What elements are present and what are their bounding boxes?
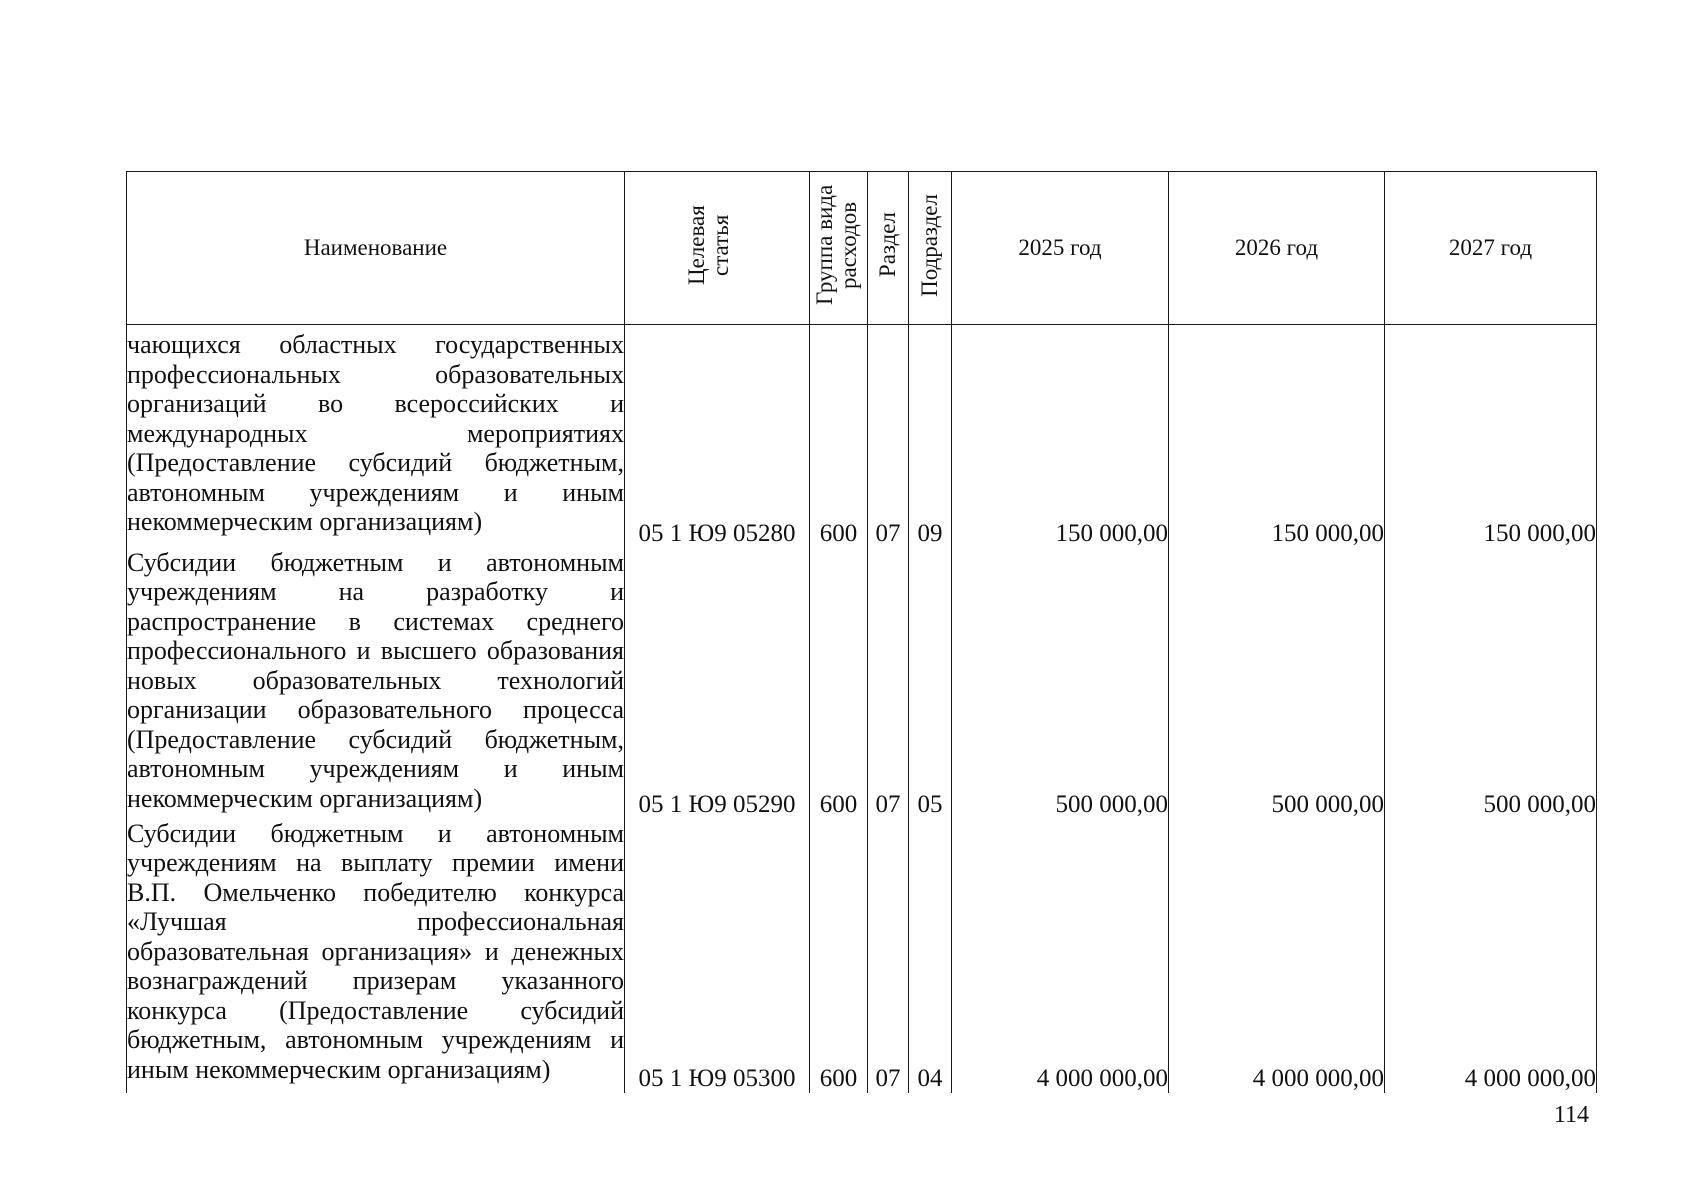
row-section: 07 — [868, 325, 909, 548]
row-amount-2027: 150 000,00 — [1385, 325, 1597, 548]
row-section: 07 — [868, 819, 909, 1093]
table-row — [127, 819, 1597, 1093]
header-section: Раздел — [868, 172, 909, 325]
header-target-item: Целевая статья — [625, 172, 810, 325]
row-subsection: 04 — [909, 819, 952, 1093]
table-row — [127, 548, 1597, 819]
row-target-item: 05 1 Ю9 05300 — [625, 819, 810, 1093]
row-amount-2025: 500 000,00 — [952, 548, 1169, 819]
row-name: Субсидии бюджетным и автономным учреждениям на выплату премии имени В.П. Омельченко победителю конкурса «Лучшая профессиональная образовательная организация» и денежных вознаграждений призерам указанного конкурса (Предоставление субсидий бюджетным, автономным учреждениям и иным некоммерческим организациям) — [127, 819, 625, 1093]
row-amount-2026: 500 000,00 — [1169, 548, 1385, 819]
row-target-item: 05 1 Ю9 05280 — [625, 325, 810, 548]
row-amount-2026: 150 000,00 — [1169, 325, 1385, 548]
row-name: Субсидии бюджетным и автономным учреждениям на разработку и распространение в системах среднего профессионального и высшего образования новых образовательных технологий организации образовательного процесса (Предоставление субсидий бюджетным, автономным учреждениям и иным некоммерческим организациям) — [127, 548, 625, 819]
row-subsection: 09 — [909, 325, 952, 548]
row-amount-2025: 150 000,00 — [952, 325, 1169, 548]
header-subsection: Подраздел — [909, 172, 952, 325]
header-2026: 2026 год — [1169, 172, 1385, 325]
row-amount-2025: 4 000 000,00 — [952, 819, 1169, 1093]
row-name: чающихся областных государственных профессиональных образовательных организаций во всероссийских и международных мероприятиях (Предоставление субсидий бюджетным, автономным учреждениям и иным некоммерческим организациям) — [127, 325, 625, 548]
budget-table — [126, 171, 1597, 1093]
header-expense-group: Группа вида расходов — [810, 172, 868, 325]
page-number: 114 — [1553, 1102, 1589, 1128]
row-expense-group: 600 — [810, 548, 868, 819]
table-row — [127, 325, 1597, 548]
header-2025: 2025 год — [952, 172, 1169, 325]
row-amount-2027: 4 000 000,00 — [1385, 819, 1597, 1093]
row-amount-2027: 500 000,00 — [1385, 548, 1597, 819]
row-amount-2026: 4 000 000,00 — [1169, 819, 1385, 1093]
row-target-item: 05 1 Ю9 05290 — [625, 548, 810, 819]
header-name: Наименование — [127, 172, 625, 325]
row-expense-group: 600 — [810, 325, 868, 548]
row-expense-group: 600 — [810, 819, 868, 1093]
table-header-row — [127, 172, 1597, 325]
row-section: 07 — [868, 548, 909, 819]
header-2027: 2027 год — [1385, 172, 1597, 325]
row-subsection: 05 — [909, 548, 952, 819]
